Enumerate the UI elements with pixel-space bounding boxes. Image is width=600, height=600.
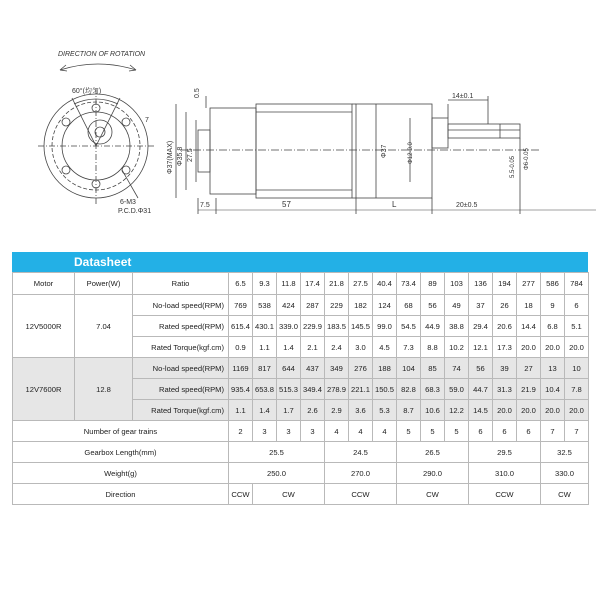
gear-train-cell: 6 xyxy=(493,421,517,442)
gear-train-cell: 6 xyxy=(469,421,493,442)
dim-7-5: 7.5 xyxy=(200,202,210,209)
value-cell: 9 xyxy=(541,295,565,316)
dim-7: 7 xyxy=(145,117,149,124)
ratio-cell: 73.4 xyxy=(397,273,421,295)
direction-cell: CW xyxy=(541,484,589,505)
dim-6: Φ6-0.05 xyxy=(524,148,530,170)
weight-cell: 310.0 xyxy=(469,463,541,484)
dim-14: 14±0.1 xyxy=(452,93,474,100)
value-cell: 145.5 xyxy=(349,316,373,337)
gearbox-length-cell: 26.5 xyxy=(397,442,469,463)
value-cell: 56 xyxy=(469,358,493,379)
value-cell: 7.3 xyxy=(397,337,421,358)
dim-37: Φ37 xyxy=(381,144,388,158)
weight-cell: 290.0 xyxy=(397,463,469,484)
header-motor: Motor xyxy=(13,273,75,295)
value-cell: 20.0 xyxy=(517,337,541,358)
value-cell: 183.5 xyxy=(325,316,349,337)
datasheet-title: Datasheet xyxy=(74,255,132,269)
gear-train-cell: 4 xyxy=(373,421,397,442)
value-cell: 10.2 xyxy=(445,337,469,358)
value-cell: 1.4 xyxy=(253,400,277,421)
value-cell: 20.0 xyxy=(565,400,589,421)
header-ratio: Ratio xyxy=(133,273,229,295)
value-cell: 182 xyxy=(349,295,373,316)
gear-train-cell: 7 xyxy=(541,421,565,442)
motor-name: 12V7600R xyxy=(13,358,75,421)
value-cell: 1.7 xyxy=(277,400,301,421)
value-cell: 3.0 xyxy=(349,337,373,358)
direction-label: Direction xyxy=(13,484,229,505)
ratio-cell: 40.4 xyxy=(373,273,397,295)
ratio-cell: 586 xyxy=(541,273,565,295)
gear-train-cell: 3 xyxy=(301,421,325,442)
dim-0-5: 0.5 xyxy=(194,88,201,98)
angle-label: 60°(均匀) xyxy=(72,88,102,95)
value-cell: 817 xyxy=(253,358,277,379)
ratio-cell: 103 xyxy=(445,273,469,295)
value-cell: 99.0 xyxy=(373,316,397,337)
value-cell: 13 xyxy=(541,358,565,379)
table-row xyxy=(13,463,589,484)
gearbox-body xyxy=(356,104,432,198)
value-cell: 68.3 xyxy=(421,379,445,400)
value-cell: 14.5 xyxy=(469,400,493,421)
value-cell: 10.6 xyxy=(421,400,445,421)
value-cell: 39 xyxy=(493,358,517,379)
direction-cell: CW xyxy=(253,484,325,505)
dim-20: 20±0.5 xyxy=(456,202,478,209)
direction-cell: CCW xyxy=(469,484,541,505)
value-cell: 44.9 xyxy=(421,316,445,337)
value-cell: 20.0 xyxy=(517,400,541,421)
gearbox-length-cell: 32.5 xyxy=(541,442,589,463)
row-label: No-load speed(RPM) xyxy=(133,295,229,316)
dim-37max: Φ37(MAX) xyxy=(167,140,174,174)
ratio-cell: 27.5 xyxy=(349,273,373,295)
value-cell: 430.1 xyxy=(253,316,277,337)
ratio-cell: 136 xyxy=(469,273,493,295)
gearbox-length-cell: 25.5 xyxy=(229,442,325,463)
value-cell: 56 xyxy=(421,295,445,316)
value-cell: 653.8 xyxy=(253,379,277,400)
dim-35-8: Φ35.8 xyxy=(177,146,184,166)
gear-trains-label: Number of gear trains xyxy=(13,421,229,442)
value-cell: 278.9 xyxy=(325,379,349,400)
value-cell: 5.3 xyxy=(373,400,397,421)
direction-cell: CW xyxy=(397,484,469,505)
value-cell: 20.0 xyxy=(541,337,565,358)
value-cell: 37 xyxy=(469,295,493,316)
gear-train-cell: 4 xyxy=(349,421,373,442)
value-cell: 68 xyxy=(397,295,421,316)
ratio-cell: 9.3 xyxy=(253,273,277,295)
gearbox-length-cell: 24.5 xyxy=(325,442,397,463)
dim-12: Φ12-0.0 xyxy=(408,142,414,164)
row-label: Rated speed(RPM) xyxy=(133,316,229,337)
gear-train-cell: 7 xyxy=(565,421,589,442)
weight-label: Weight(g) xyxy=(13,463,229,484)
gear-train-cell: 6 xyxy=(517,421,541,442)
value-cell: 1169 xyxy=(229,358,253,379)
row-label: Rated Torque(kgf.cm) xyxy=(133,337,229,358)
value-cell: 27 xyxy=(517,358,541,379)
value-cell: 20.0 xyxy=(493,400,517,421)
value-cell: 124 xyxy=(373,295,397,316)
value-cell: 229.9 xyxy=(301,316,325,337)
value-cell: 5.1 xyxy=(565,316,589,337)
motor-end-cap xyxy=(210,108,256,194)
value-cell: 44.7 xyxy=(469,379,493,400)
value-cell: 150.5 xyxy=(373,379,397,400)
output-shaft xyxy=(448,124,520,138)
dim-57: 57 xyxy=(282,200,291,209)
weight-cell: 330.0 xyxy=(541,463,589,484)
table-row xyxy=(13,442,589,463)
output-shaft-circle xyxy=(88,120,112,144)
value-cell: 437 xyxy=(301,358,325,379)
value-cell: 349.4 xyxy=(301,379,325,400)
ratio-cell: 11.8 xyxy=(277,273,301,295)
value-cell: 82.8 xyxy=(397,379,421,400)
value-cell: 10.4 xyxy=(541,379,565,400)
row-label: Rated Torque(kgf.cm) xyxy=(133,400,229,421)
direction-label: DIRECTION OF ROTATION xyxy=(58,51,146,58)
value-cell: 2.1 xyxy=(301,337,325,358)
table-row xyxy=(13,273,589,295)
value-cell: 59.0 xyxy=(445,379,469,400)
gear-train-cell: 2 xyxy=(229,421,253,442)
value-cell: 276 xyxy=(349,358,373,379)
value-cell: 26 xyxy=(493,295,517,316)
ratio-cell: 784 xyxy=(565,273,589,295)
value-cell: 20.0 xyxy=(541,400,565,421)
value-cell: 6.8 xyxy=(541,316,565,337)
pcd-label: P.C.D.Φ31 xyxy=(118,208,152,215)
value-cell: 339.0 xyxy=(277,316,301,337)
ratio-cell: 89 xyxy=(421,273,445,295)
value-cell: 8.7 xyxy=(397,400,421,421)
gear-train-cell: 5 xyxy=(397,421,421,442)
value-cell: 935.4 xyxy=(229,379,253,400)
value-cell: 20.0 xyxy=(565,337,589,358)
gear-train-cell: 3 xyxy=(277,421,301,442)
value-cell: 74 xyxy=(445,358,469,379)
value-cell: 2.4 xyxy=(325,337,349,358)
value-cell: 10 xyxy=(565,358,589,379)
dim-5-5: 5.5-0.05 xyxy=(510,155,516,178)
value-cell: 31.3 xyxy=(493,379,517,400)
datasheet-header xyxy=(12,252,588,272)
direction-cell: CCW xyxy=(325,484,397,505)
value-cell: 1.1 xyxy=(253,337,277,358)
row-label: No-load speed(RPM) xyxy=(133,358,229,379)
value-cell: 38.8 xyxy=(445,316,469,337)
value-cell: 6 xyxy=(565,295,589,316)
value-cell: 3.6 xyxy=(349,400,373,421)
motor-name: 12V5000R xyxy=(13,295,75,358)
rotation-arrow xyxy=(60,64,136,70)
value-cell: 85 xyxy=(421,358,445,379)
value-cell: 18 xyxy=(517,295,541,316)
value-cell: 104 xyxy=(397,358,421,379)
table-row xyxy=(13,421,589,442)
value-cell: 17.3 xyxy=(493,337,517,358)
ratio-cell: 21.8 xyxy=(325,273,349,295)
value-cell: 2.6 xyxy=(301,400,325,421)
ratio-cell: 277 xyxy=(517,273,541,295)
value-cell: 287 xyxy=(301,295,325,316)
value-cell: 769 xyxy=(229,295,253,316)
value-cell: 1.1 xyxy=(229,400,253,421)
table-row xyxy=(13,358,589,379)
header-power: Power(W) xyxy=(75,273,133,295)
direction-cell: CCW xyxy=(229,484,253,505)
ratio-cell: 17.4 xyxy=(301,273,325,295)
row-label: Rated speed(RPM) xyxy=(133,379,229,400)
value-cell: 424 xyxy=(277,295,301,316)
value-cell: 2.9 xyxy=(325,400,349,421)
value-cell: 4.5 xyxy=(373,337,397,358)
weight-cell: 250.0 xyxy=(229,463,325,484)
ratio-cell: 194 xyxy=(493,273,517,295)
technical-drawing xyxy=(0,0,600,240)
value-cell: 49 xyxy=(445,295,469,316)
table-row xyxy=(13,295,589,316)
value-cell: 8.8 xyxy=(421,337,445,358)
gear-train-cell: 5 xyxy=(421,421,445,442)
value-cell: 29.4 xyxy=(469,316,493,337)
value-cell: 21.9 xyxy=(517,379,541,400)
value-cell: 7.8 xyxy=(565,379,589,400)
hole-label: 6-M3 xyxy=(120,199,136,206)
value-cell: 221.1 xyxy=(349,379,373,400)
gear-train-cell: 3 xyxy=(253,421,277,442)
gearbox-length-cell: 29.5 xyxy=(469,442,541,463)
value-cell: 54.5 xyxy=(397,316,421,337)
motor-power: 12.8 xyxy=(75,358,133,421)
gearbox-length-label: Gearbox Length(mm) xyxy=(13,442,229,463)
gear-train-cell: 5 xyxy=(445,421,469,442)
datasheet-table xyxy=(12,272,589,505)
value-cell: 1.4 xyxy=(277,337,301,358)
value-cell: 538 xyxy=(253,295,277,316)
value-cell: 12.2 xyxy=(445,400,469,421)
table-row xyxy=(13,484,589,505)
value-cell: 14.4 xyxy=(517,316,541,337)
value-cell: 0.9 xyxy=(229,337,253,358)
value-cell: 515.3 xyxy=(277,379,301,400)
value-cell: 349 xyxy=(325,358,349,379)
value-cell: 644 xyxy=(277,358,301,379)
dim-L: L xyxy=(392,200,397,209)
gear-train-cell: 4 xyxy=(325,421,349,442)
value-cell: 12.1 xyxy=(469,337,493,358)
dim-27-5: 27.5 xyxy=(187,148,194,162)
value-cell: 188 xyxy=(373,358,397,379)
weight-cell: 270.0 xyxy=(325,463,397,484)
datasheet-table-wrap xyxy=(12,272,588,505)
value-cell: 615.4 xyxy=(229,316,253,337)
ratio-cell: 6.5 xyxy=(229,273,253,295)
motor-body xyxy=(256,104,352,198)
value-cell: 20.6 xyxy=(493,316,517,337)
value-cell: 229 xyxy=(325,295,349,316)
motor-power: 7.04 xyxy=(75,295,133,358)
